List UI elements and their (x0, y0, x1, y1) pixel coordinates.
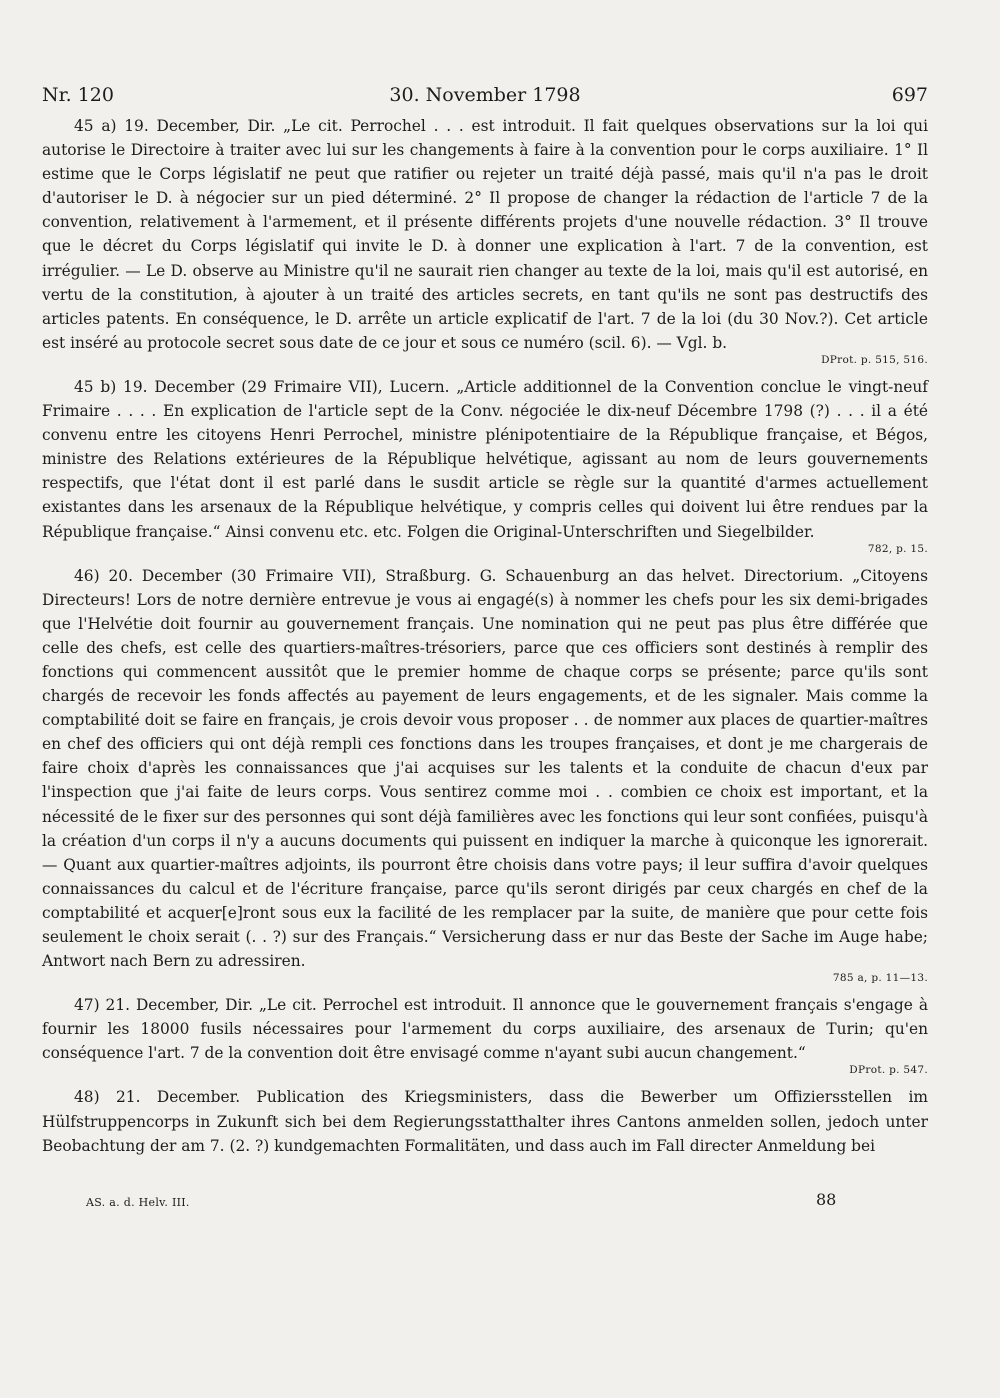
running-header (42, 84, 928, 114)
source-ref-47: DProt. p. 547. (849, 1064, 928, 1077)
entry-48: 48) 21. December. Publication des Kriegsministers, dass die Bewerber um Offiziersstellen im Hülfstruppencorps in Zukunft sich bei dem Regierungsstatthalter ihres Cantons anmelden sollen, jedoch unter Beobachtung der am 7. (2. ?) kundgemachten Formalitäten, und dass auch im Fall directer Anmeldung bei (42, 1088, 928, 1155)
source-ref-45b: 782, p. 15. (867, 542, 928, 555)
entry-46: 46) 20. December (30 Frimaire VII), Straßburg. G. Schauenburg an das helvet. Directorium. „Citoyens Directeurs! Lors de notre dernière entrevue je vous ai engagé(s) à nommer les chefs pour les six demi-brigades que l'Helvétie doit fournir au gouvernement français. Une nomination qui ne peut pas plus être différée que celle des chefs, est celle des quartiers-maîtres-trésoriers, parce que ces officiers sont destinés à remplir des fonctions qui commencent aussitôt que le premier homme de chaque corps se présente; parce qu'ils sont chargés de recevoir les fonds affectés au payement de leurs engagements, et de les signaler. Mais comme la comptabilité doit se faire en français, je crois devoir vous proposer . . de nommer aux places de quartier-maîtres en chef des officiers qui ont déjà rempli ces fonctions dans les troupes françaises, et dont je me chargerais de faire choix d'après les connaissances que j'ai acquises sur les talents et la conduite de chacun d'eux par l'inspection que j'ai faite de leurs corps. Vous sentirez comme moi . . combien ce choix est important, et la nécessité de le fixer sur des personnes qui sont déjà familières avec les fonctions qui leur sont confiées, puisqu'à la création d'un corps il n'y a aucuns documents qui puissent en indiquer la marche à quiconque les ignorerait. — Quant aux quartier-maîtres adjoints, ils pourront être choisis dans votre pays; il leur suffira d'avoir quelques connaissances du calcul et de l'écriture française, parce qu'ils seront dirigés par ceux chargés en chef de la comptabilité et acquer[e]ront sous eux la facilité de les remplacer par la suite, de manière que pour cette fois seulement le choix serait (. . ?) sur des Français.“ Versicherung dass er nur das Beste der Sache im Auge habe; Antwort nach Bern zu adressiren. (42, 566, 928, 971)
entry-47: 47) 21. December, Dir. „Le cit. Perrochel est introduit. Il annonce que le gouvernement français s'engage à fournir les 18000 fusils nécessaires pour l'armement du corps auxiliaire, des arsenaux de Turin; qu'en conséquence l'art. 7 de la convention doit être envisagé comme n'ayant subi aucun changement.“ (42, 996, 928, 1063)
source-ref-46: 785 a, p. 11—13. (832, 972, 928, 985)
entry-45a: 45 a) 19. December, Dir. „Le cit. Perrochel . . . est introduit. Il fait quelques observations sur la loi qui autorise le Directoire à traiter avec lui sur les changements à faire à la convention pour le corps auxiliaire. 1° Il estime que le Corps législatif ne peut que ratifier ou rejeter un traité déjà passé, mais qu'il n'a pas le droit d'autoriser le D. à négocier sur un pied déterminé. 2° Il propose de changer la rédaction de l'article 7 de la convention, relativement à l'armement, et il présente différents projets d'une nouvelle rédaction. 3° Il trouve que le décret du Corps législatif qui invite le D. à donner une explication à l'art. 7 de la convention, est irrégulier. — Le D. observe au Ministre qu'il ne saurait rien changer au texte de la loi, mais qu'il est autorisé, en vertu de la constitution, à ajouter à un traité des articles secrets, en tant qu'ils ne sont pas destructifs des articles patents. En conséquence, le D. arrête un article explicatif de l'art. 7 de la loi (du 30 Nov.?). Cet article est inséré au protocole secret sous date de ce jour et sous ce numéro (scil. 6). — Vgl. b. (42, 117, 928, 352)
footer-signature: AS. a. d. Helv. III. (86, 1196, 190, 1209)
source-ref-45a: DProt. p. 515, 516. (821, 353, 928, 366)
signature-number: 88 (816, 1190, 837, 1209)
header-date: 30. November 1798 (389, 84, 581, 106)
document-page (42, 84, 928, 1158)
header-number: Nr. 120 (42, 84, 114, 106)
page-number: 697 (891, 84, 928, 106)
entry-45b: 45 b) 19. December (29 Frimaire VII), Lucern. „Article additionnel de la Convention conclue le vingt-neuf Frimaire . . . . En explication de l'article sept de la Conv. négociée le dix-neuf Décembre 1798 (?) . . . il a été convenu entre les citoyens Henri Perrochel, ministre plénipotentiaire de la République française, et Bégos, ministre des Relations extérieures de la République helvétique, agissant au nom de leurs gouvernements respectifs, que l'état dont il est parlé dans le susdit article se règle sur la quantité d'armes actuellement existantes dans les arsenaux de la République helvétique, y compris celles qui doivent lui être rendues par la République française.“ Ainsi convenu etc. etc. Folgen die Original-Unterschriften und Siegelbilder. (42, 377, 928, 541)
